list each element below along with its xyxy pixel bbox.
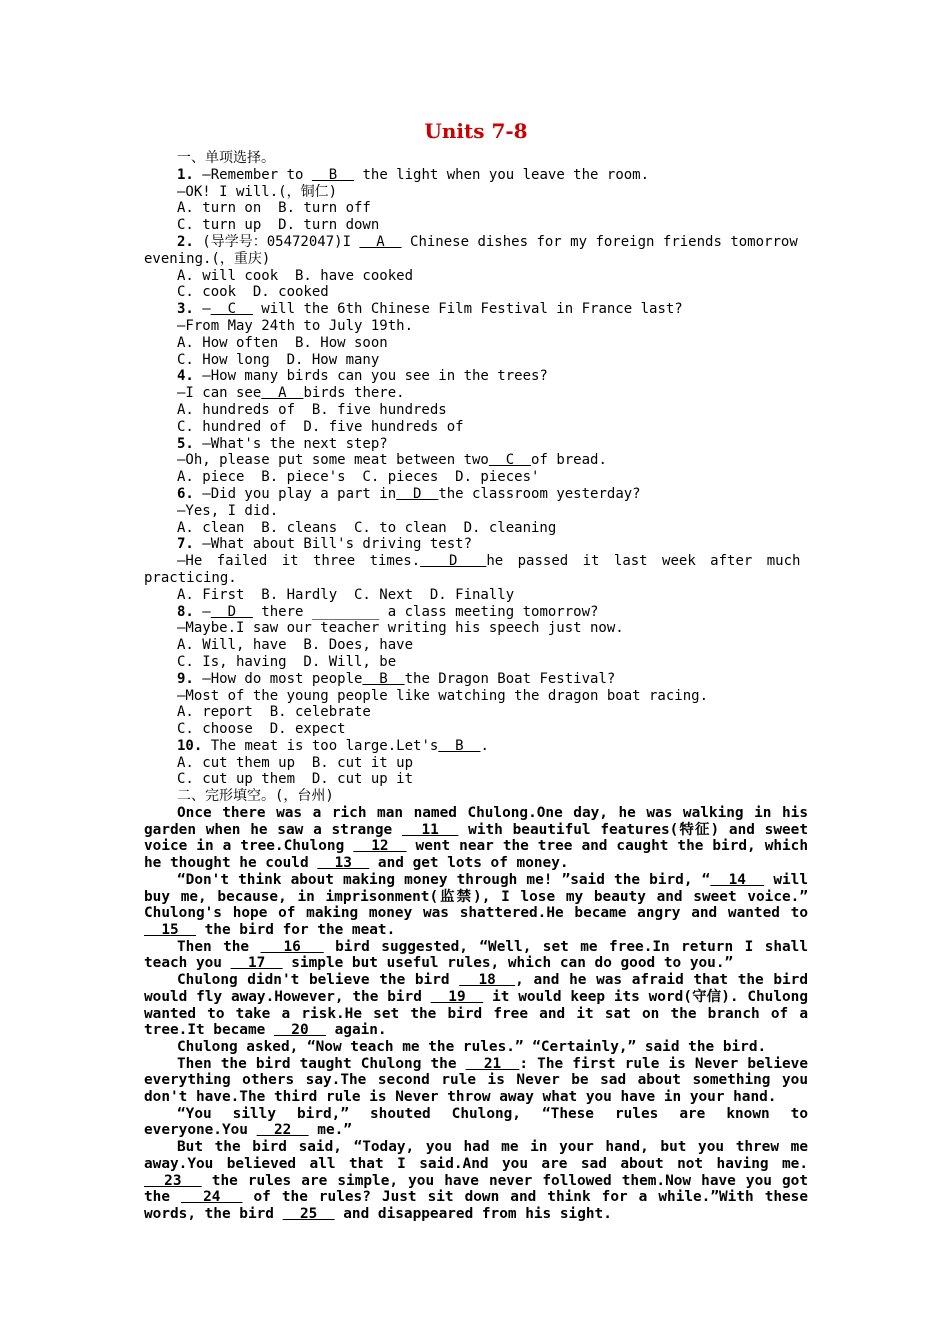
question-line: —Most of the young people like watching the dragon boat racing. (177, 687, 709, 704)
question-number: 4. (177, 368, 194, 385)
cloze-blank: 12 (353, 838, 407, 855)
question-number: 1. (177, 166, 194, 183)
question-number: 5. (177, 435, 194, 452)
passage-text: Once there was a rich man named Chulong.One day, he was walking in his garden when he saw a strange (144, 805, 808, 838)
cloze-blank: 15 (144, 922, 196, 938)
question-text: —What about Bill's driving test? (193, 536, 473, 553)
passage-text: and get lots of money. (369, 855, 569, 872)
cloze-blank: 11 (401, 821, 459, 838)
question-text: the classroom yesterday? (438, 485, 641, 502)
answer-blank: A (359, 233, 402, 250)
question-text: —Oh, please put some meat between two (177, 452, 489, 469)
passage-paragraph (144, 1039, 808, 1056)
passage-text: “Don't think about making money through me! ”said the bird, “ (177, 871, 711, 888)
passage-paragraph (144, 805, 808, 872)
question-line: evening.(，重庆) (144, 250, 271, 267)
question-text: —Did you play a part in (193, 485, 397, 502)
answer-blank: C (210, 301, 253, 318)
question-options: C. hundred of D. five hundreds of (177, 418, 464, 435)
cloze-blank: 17 (230, 955, 283, 972)
question-text: —How many birds can you see in the trees? (193, 368, 548, 385)
passage-text: the rules are simple, you have never followed them.Now have you got the (144, 1172, 808, 1206)
answer-blank: B (438, 737, 481, 754)
question-text: the light when you leave the room. (354, 166, 650, 183)
answer-blank: B (362, 670, 405, 687)
question-line: —Yes, I did. (177, 502, 279, 519)
passage-paragraph (144, 939, 808, 972)
question-line (144, 553, 808, 570)
passage-text: the bird for the meat. (195, 922, 396, 938)
question-options: A. cut them up B. cut it up (177, 754, 414, 771)
passage-text: , and he was afraid that the bird would fly away.However, the bird (144, 972, 808, 1005)
question-7 (144, 536, 808, 553)
question-6 (144, 486, 808, 503)
cloze-blank: 20 (273, 1022, 326, 1039)
section-heading-cloze: 二、完形填空。(，台州) (177, 788, 334, 805)
cloze-blank: 13 (317, 855, 370, 872)
question-3 (144, 301, 808, 318)
cloze-blank: 22 (256, 1122, 309, 1139)
question-9 (144, 671, 808, 688)
passage-text: simple but useful rules, which can do good to you.” (282, 955, 734, 972)
question-options: A. hundreds of B. five hundreds (177, 401, 447, 418)
question-text: —Remember to (193, 166, 312, 183)
question-line: —From May 24th to July 19th. (177, 317, 414, 334)
answer-blank: D (210, 603, 253, 620)
answer-blank: A (261, 385, 304, 402)
page-title: Units 7-8 (424, 119, 528, 143)
answer-blank: D (396, 485, 439, 502)
passage-text: again. (325, 1022, 387, 1039)
question-line (144, 452, 808, 469)
question-text: of bread. (531, 452, 607, 469)
passage-paragraph (144, 1106, 808, 1139)
question-text: —I can see (177, 385, 262, 402)
question-options: A. will cook B. have cooked (177, 267, 414, 284)
cloze-blank: 21 (465, 1055, 520, 1072)
cloze-passage (144, 805, 808, 1223)
question-line: practicing. (144, 569, 237, 586)
passage-text: went near the tree and caught the bird, which he thought he could (144, 838, 809, 872)
passage-text: it would keep its word(守信). Chulong wanted to take a risk.He set the bird free and it sat on the branch of a tree.It became (144, 988, 808, 1039)
cloze-blank: 16 (260, 938, 324, 955)
passage-text: : The first rule is Never believe everything others say.The second rule is Never be sad about something you don't have.The third rule is Never throw away what you have in your hand. (144, 1055, 808, 1106)
question-number: 8. (177, 603, 194, 620)
question-options: C. cut up them D. cut up it (177, 771, 414, 788)
cloze-blank: 14 (710, 871, 765, 888)
question-options: C. turn up D. turn down (177, 217, 380, 234)
question-2 (144, 234, 808, 251)
question-options: A. Will, have B. Does, have (177, 637, 414, 654)
question-text: — (193, 301, 211, 318)
question-text: (导学号：05472047)I (193, 233, 360, 250)
question-options: C. choose D. expect (177, 721, 346, 738)
question-number: 9. (177, 670, 194, 687)
cloze-blank: 19 (430, 988, 484, 1005)
question-line: —Maybe.I saw our teacher writing his speech just now. (177, 620, 624, 637)
question-number: 6. (177, 485, 194, 502)
question-text: will the 6th Chinese Film Festival in France last? (252, 301, 683, 318)
passage-paragraph (144, 972, 808, 1039)
question-text: —What's the next step? (193, 435, 388, 452)
question-options: A. How often B. How soon (177, 334, 388, 351)
question-options: A. First B. Hardly C. Next D. Finally (177, 586, 515, 603)
passage-text: will buy me, because, in imprisonment(监禁), I lose my beauty and sweet voice.” Chulong's hope of making money was shattered.He became angry and wanted to (144, 871, 809, 922)
passage-text: and disappeared from his sight. (334, 1205, 612, 1222)
passage-text: Chulong asked, “Now teach me the rules.” “Certainly,” said the bird. (177, 1038, 767, 1055)
passage-paragraph (144, 872, 808, 939)
answer-blank: C (488, 452, 532, 469)
question-number: 3. (177, 301, 194, 318)
question-options: C. cook D. cooked (177, 284, 329, 301)
question-number: 2. (177, 233, 194, 250)
question-line: —OK! I will.(，铜仁) (177, 183, 338, 200)
question-line (144, 385, 808, 402)
question-options: C. How long D. How many (177, 351, 380, 368)
question-options: A. piece B. piece's C. pieces D. pieces' (177, 469, 540, 486)
passage-text: Chulong didn't believe the bird (177, 972, 460, 989)
passage-text: “You silly bird,” shouted Chulong, “These rules are known to everyone.You (144, 1105, 808, 1139)
question-text: birds there. (303, 385, 405, 402)
question-text: there ________ a class meeting tomorrow? (252, 603, 599, 620)
passage-paragraph (144, 1139, 808, 1223)
question-4 (144, 368, 808, 385)
cloze-blank: 25 (282, 1205, 335, 1222)
question-text: the Dragon Boat Festival? (404, 670, 616, 687)
question-5 (144, 436, 808, 453)
answer-blank: D (420, 553, 487, 570)
question-10 (144, 738, 808, 755)
answer-blank: B (311, 166, 355, 183)
cloze-blank: 18 (459, 972, 516, 989)
passage-text: Then the bird taught Chulong the (177, 1055, 466, 1072)
question-text: . (480, 737, 489, 754)
question-options: A. turn on B. turn off (177, 200, 371, 217)
passage-paragraph (144, 1056, 808, 1106)
passage-text: bird suggested, “Well, set me free.In return I shall teach you (144, 938, 809, 972)
question-text: he passed it last week after much (486, 553, 801, 570)
passage-text: me.” (308, 1122, 352, 1139)
question-options: A. clean B. cleans C. to clean D. cleaning (177, 519, 557, 536)
question-8 (144, 604, 808, 621)
document-page (144, 118, 808, 1223)
passage-text: of the rules? Just sit down and think for a while.”With these words, the bird (144, 1189, 809, 1222)
question-number: 10. (177, 737, 203, 754)
question-number: 7. (177, 536, 194, 553)
cloze-blank: 24 (181, 1189, 243, 1206)
section-heading-single-choice: 一、单项选择。 (177, 150, 275, 166)
cloze-blank: 23 (144, 1172, 202, 1189)
passage-text: with beautiful features(特征) and sweet voice in a tree.Chulong (144, 821, 809, 855)
question-text: Chinese dishes for my foreign friends tomorrow (401, 233, 798, 250)
passage-text: But the bird said, “Today, you had me in your hand, but you threw me away.You believed all that I said.And you are sad about not having me. (144, 1139, 808, 1172)
passage-text: Then the (177, 938, 261, 955)
question-text: The meat is too large.Let's (202, 737, 439, 754)
question-options: A. report B. celebrate (177, 704, 371, 721)
question-text: —He failed it three times. (177, 553, 421, 570)
question-text: — (193, 603, 211, 620)
question-1 (144, 167, 808, 184)
question-options: C. Is, having D. Will, be (177, 653, 397, 670)
question-text: —How do most people (193, 670, 363, 687)
